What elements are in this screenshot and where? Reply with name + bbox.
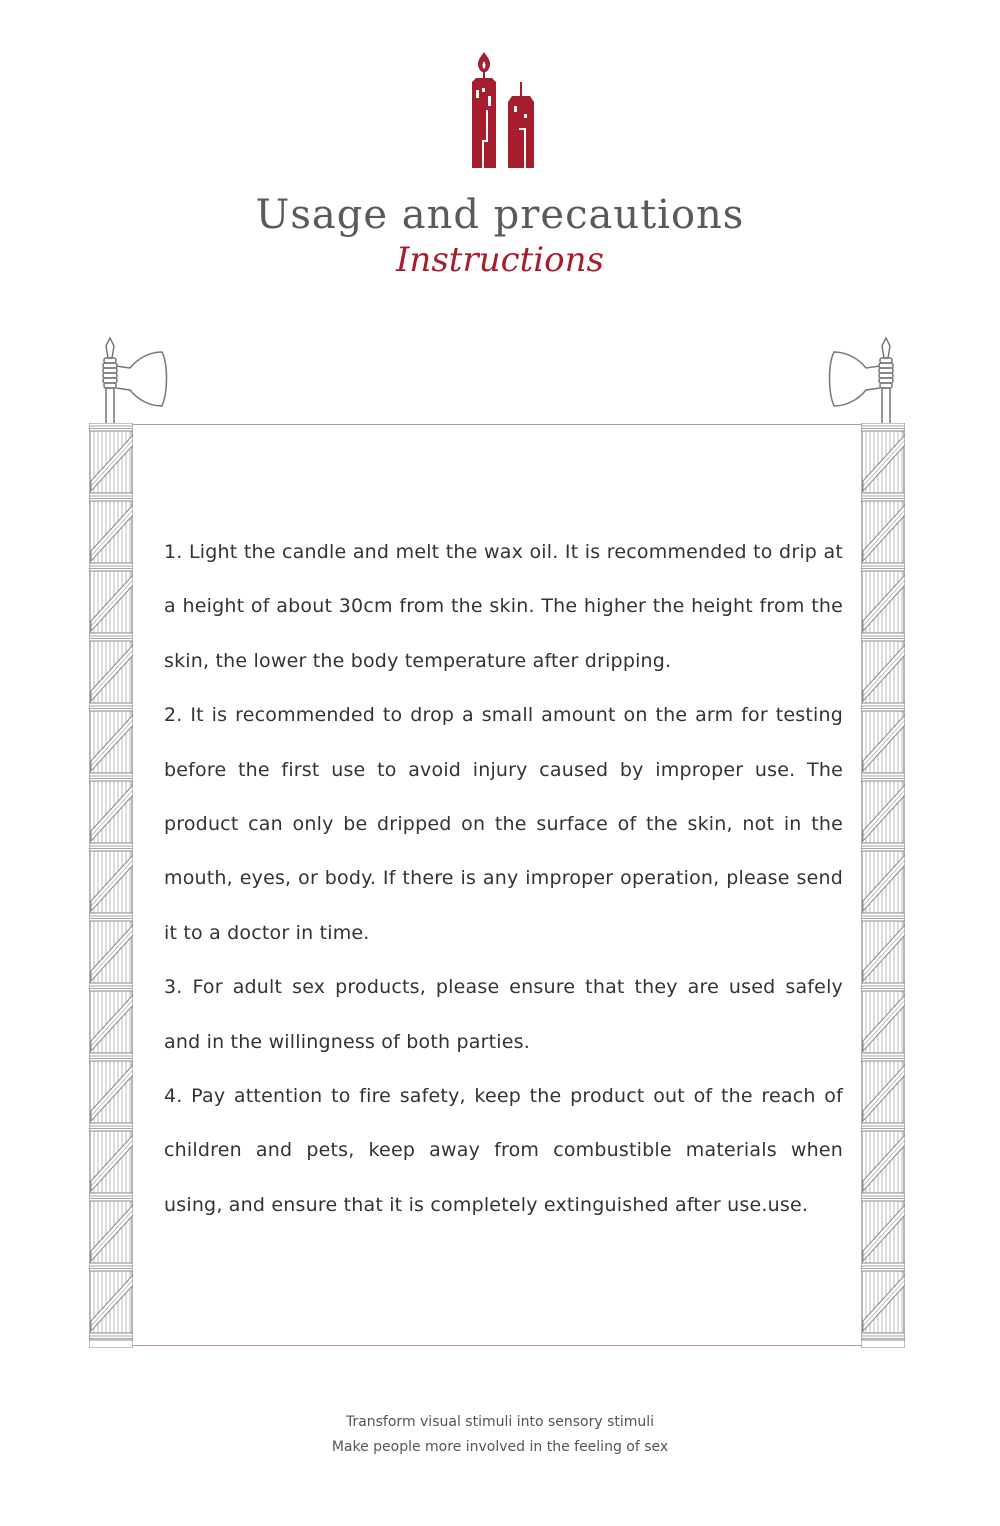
fasces-pillar-icon <box>89 423 133 1348</box>
fasces-pillar-icon <box>861 423 905 1348</box>
footer-line-1: Transform visual stimuli into sensory stimuli <box>345 1414 655 1430</box>
instruction-item-3: 3. For adult sex products, please ensure that they are used safely and in the willingness of both parties. <box>164 976 843 1053</box>
instructions-body <box>164 525 843 1232</box>
footer-tagline <box>0 1410 1000 1460</box>
frame-bottom-border <box>132 1345 862 1346</box>
axe-icon <box>826 336 906 428</box>
instruction-item-4: 4. Pay attention to fire safety, keep the product out of the reach of children and pets, keep away from combustible materials when using, and ensure that it is completely extinguished after use.use. <box>164 1085 843 1216</box>
axe-icon <box>90 336 170 428</box>
candles-icon <box>466 48 538 170</box>
frame-top-border <box>132 424 862 425</box>
footer-line-2: Make people more involved in the feeling of sex <box>331 1439 669 1455</box>
instruction-item-1: 1. Light the candle and melt the wax oil. It is recommended to drip at a height of about 30cm from the skin. The higher the height from the skin, the lower the body temperature after dripping. <box>164 541 843 672</box>
page-title: Usage and precautions <box>255 192 745 238</box>
instruction-item-2: 2. It is recommended to drop a small amount on the arm for testing before the first use to avoid injury caused by improper use. The product can only be dripped on the surface of the skin, not in the mouth, eyes, or body. If there is any improper operation, please send it to a doctor in time. <box>164 704 843 944</box>
page-subtitle: Instructions <box>396 240 604 280</box>
